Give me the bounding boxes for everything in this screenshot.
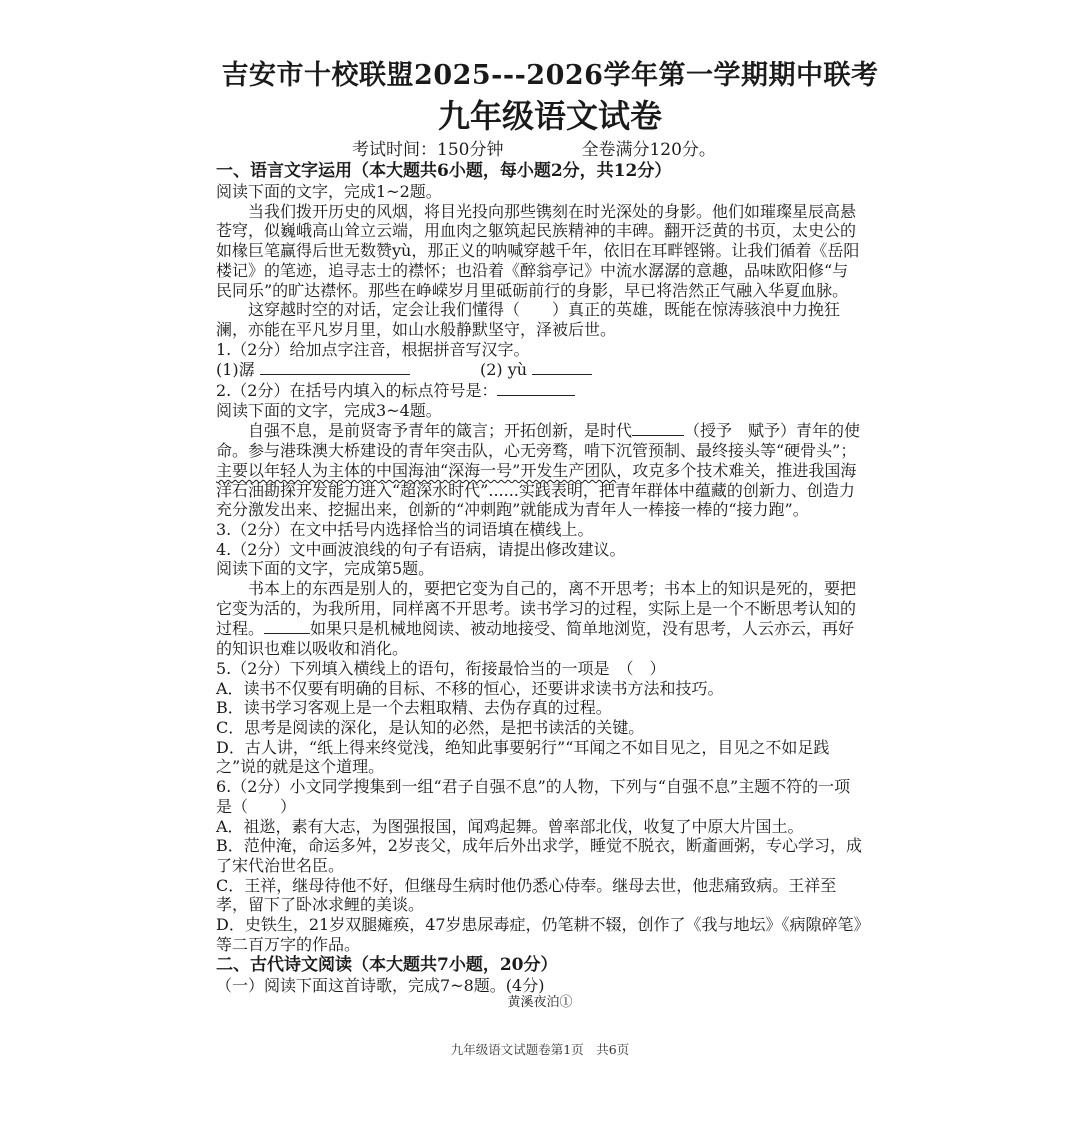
question-1: 1.（2分）给加点字注音，根据拼音写汉字。	[216, 339, 530, 359]
q6-option-c: C．王祥，继母待他不好，但继母生病时他仍悉心侍奉。继母去世，他悲痛致病。王祥至孝，留下了卧冰求鲤的美谈。	[216, 875, 837, 915]
section1-heading: 一、语言文字运用（本大题共6小题，每小题2分，共12分）	[216, 161, 672, 181]
q1-a-blank[interactable]	[260, 359, 410, 375]
passage2	[216, 420, 864, 520]
q1-b-blank[interactable]	[532, 359, 592, 375]
q1-item-a: (1)潺	[216, 360, 255, 380]
q5-blank[interactable]	[264, 618, 310, 634]
question-1-answers	[216, 359, 864, 380]
question-5: 5.（2分）下列填入横线上的语句，衔接最恰当的一项是 （ ）	[216, 658, 666, 678]
exam-subtitle: 九年级语文试卷	[437, 97, 662, 135]
section2-heading: 二、古代诗文阅读（本大题共7小题，20分）	[216, 955, 558, 976]
passage3	[216, 579, 864, 659]
q1-item-b: (2) yù	[480, 360, 528, 380]
q5-option-c: C．思考是阅读的深化，是认知的必然，是把书读活的关键。	[216, 717, 645, 737]
exam-body	[216, 160, 864, 1010]
question-6: 6.（2分）小文同学搜集到一组“君子自强不息”的人物，下列与“自强不息”主题不符的一项是（ ）	[216, 777, 851, 816]
read2-instruction: 阅读下面的文字，完成3~4题。	[216, 400, 442, 420]
wavy-underlined-sentence: 主要以年轻人为主体的中国海油“深海一号”开发生产团队	[216, 460, 617, 480]
passage1-paragraph2: 这穿越时空的对话，定会让我们懂得（ ）真正的英雄，既能在惊涛骇浪中力挽狂澜，亦能在平凡岁月里，如山水般静默坚守，泽被后世。	[216, 300, 841, 339]
q6-option-b: B．范仲淹，命运多舛，2岁丧父，成年后外出求学，睡觉不脱衣，断齑画粥，专心学习，成了宋代治世名臣。	[216, 836, 862, 875]
passage3-part-a: 书本上的东西是别人的，要把它变为自己的，离不开思考；书本上的知识是死的，要把它变为活的，为我所用，同样离不开思考。读书学习的过程，实际上是一个不断思考认知的过程。	[216, 579, 857, 639]
question-3: 3.（2分）在文中括号内选择恰当的词语填在横线上。	[216, 519, 594, 539]
q5-option-b: B．读书学习客观上是一个去粗取精、去伪存真的过程。	[216, 698, 612, 718]
read3-instruction: 阅读下面的文字，完成第5题。	[216, 559, 435, 579]
q3-blank[interactable]	[632, 420, 684, 436]
page-footer: 九年级语文试题卷第1页 共6页	[450, 1042, 630, 1057]
q2-blank[interactable]	[497, 380, 575, 396]
passage2-part-a: 自强不息，是前贤寄予青年的箴言；开拓创新，是时代	[248, 421, 633, 441]
passage2-part-c: ，攻克多个技术难关，推进我国海洋石油勘探开发能力进入“超深水时代”......实践表明，把青年群体中蕴藏的创新力、创造力充分激发出来、挖掘出来，创新的“冲刺跑”就能成为青年人一棒接一棒的“接力跑”。	[216, 460, 857, 520]
exam-time: 考试时间：150分钟	[352, 140, 504, 160]
passage1-paragraph1: 当我们拨开历史的风烟，将目光投向那些镌刻在时光深处的身影。他们如璀璨星辰高悬苍穹，似巍峨高山耸立云端，用血肉之躯筑起民族精神的丰碑。翻开泛黄的书页，太史公的如椽巨笔赢得后世无数赞yù，那正义的呐喊穿越千年，依旧在耳畔铿锵。让我们循着《岳阳楼记》的笔迹，追寻志士的襟怀；也沿着《醉翁亭记》中流水潺潺的意趣，品味欧阳修“与民同乐”的旷达襟怀。那些在峥嵘岁月里砥砺前行的身影，早已将浩然正气融入华夏血脉。	[216, 201, 860, 300]
q5-option-d: D．古人讲，“纸上得来终觉浅，绝知此事要躬行”“耳闻之不如目见之，目见之不如足践之”说的就是这个道理。	[216, 737, 830, 777]
q6-option-a: A．祖逖，素有大志，为图强报国，闻鸡起舞。曾率部北伐，收复了中原大片国土。	[216, 816, 804, 836]
read1-instruction: 阅读下面的文字，完成1~2题。	[216, 182, 442, 201]
poem-title: 黄溪夜泊①	[507, 995, 573, 1011]
question-4: 4.（2分）文中画波浪线的句子有语病，请提出修改建议。	[216, 539, 626, 559]
question-2-text: 2.（2分）在括号内填入的标点符号是：	[216, 381, 498, 401]
q6-option-d: D．史铁生，21岁双腿瘫痪，47岁患尿毒症，仍笔耕不辍，创作了《我与地坛》《病隙碎笔》等二百万字的作品。	[216, 915, 862, 954]
q5-option-a: A．读书不仅要有明确的目标、不移的恒心，还要讲求读书方法和技巧。	[216, 678, 724, 698]
section2-part1-instruction: （一）阅读下面这首诗歌，完成7~8题。(4分)	[216, 976, 545, 996]
full-score: 全卷满分120分。	[581, 140, 716, 160]
exam-title: 吉安市十校联盟2025---2026学年第一学期期中联考	[221, 60, 879, 91]
question-2	[216, 380, 864, 401]
passage2-part-b: （授予 赋予）青年的使命。参与港珠澳大桥建设的青年突击队，心无旁骛，啃下沉管预制、最终接头等“硬骨头”；	[216, 421, 861, 461]
passage3-part-b: 如果只是机械地阅读、被动地接受、简单地浏览，没有思考，人云亦云，再好的知识也难以吸收和消化。	[216, 619, 855, 659]
